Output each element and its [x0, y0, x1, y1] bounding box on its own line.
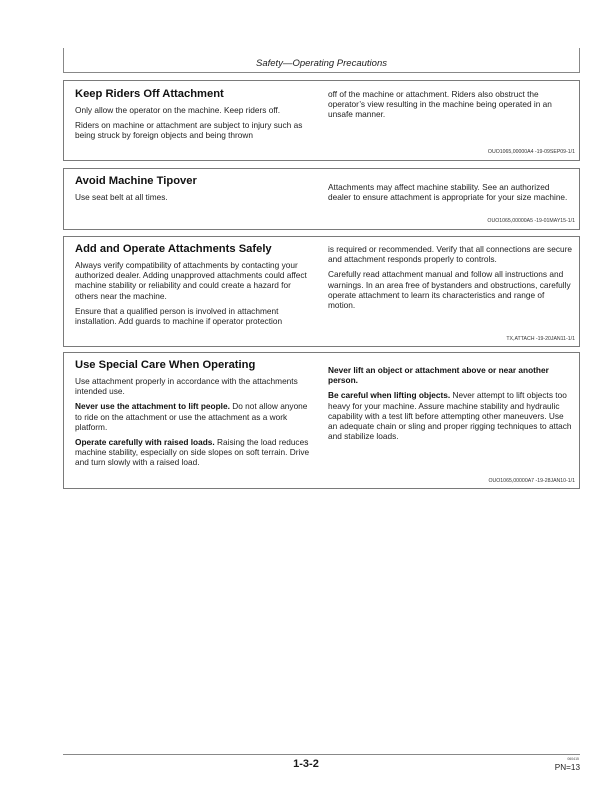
bold-lead: Be careful when lifting objects. [328, 390, 451, 401]
paragraph: off of the machine or attachment. Riders also obstruct the operator’s view resulting in the machine being operated in an unsafe manner. [328, 89, 552, 120]
paragraph: Only allow the operator on the machine. Keep riders off. [75, 105, 281, 115]
reference-code: TX,ATTACH -19-20JAN11-1/1 [506, 336, 575, 342]
paragraph: is required or recommended. Verify that all connections are secure and attachment responds properly to controls. [328, 244, 572, 265]
section-heading: Add and Operate Attachments Safely [75, 243, 272, 255]
section-avoid-tipover [63, 168, 580, 230]
pn-label: PN=13 [554, 763, 580, 772]
section-left-column [75, 243, 315, 331]
section-right-column [328, 182, 572, 207]
bold-lead: Operate carefully with raised loads. [75, 437, 215, 448]
section-keep-riders-off [63, 80, 580, 161]
paragraph: Use attachment properly in accordance with the attachments intended use. [75, 376, 298, 397]
paragraph [75, 437, 315, 468]
reference-code: OUO1065,00000A7 -19-28JAN10-1/1 [488, 478, 575, 484]
section-heading: Avoid Machine Tipover [75, 175, 197, 187]
page-number: 1-3-2 [293, 758, 319, 770]
paragraph-text: Never attempt to lift objects too heavy for your machine. Assure machine stability and hydraulic capability with a test lift before attempting other maneuvers. Use an adequate chain or sling and proper rigging techniques to attach and stabilize loads. [328, 390, 572, 442]
section-right-column [328, 244, 572, 315]
paragraph [75, 401, 315, 432]
section-left-column [75, 359, 315, 473]
running-head: Safety—Operating Precautions [256, 58, 387, 69]
paragraph: Riders on machine or attachment are subject to injury such as being struck by foreign objects and being thrown [75, 120, 303, 141]
section-add-attachments [63, 236, 580, 347]
section-right-column [328, 89, 572, 125]
reference-code: OUO1065,00000A4 -19-09SEP09-1/1 [487, 149, 575, 155]
section-heading: Keep Riders Off Attachment [75, 88, 224, 100]
paragraph: Ensure that a qualified person is involved in attachment installation. Add guards to machine if operator protection [75, 305, 283, 327]
section-special-care [63, 352, 580, 489]
footer-code: 060415 [567, 757, 579, 761]
section-right-column [328, 365, 572, 446]
section-heading: Use Special Care When Operating [75, 359, 256, 371]
section-left-column [75, 175, 315, 207]
paragraph: Always verify compatibility of attachments by contacting your authorized dealer. Adding unapproved attachments could affect machine stability or reliability and could create a hazard for others near the machine. [75, 260, 307, 301]
paragraph: Carefully read attachment manual and follow all instructions and warnings. In an area free of bystanders and obstructions, carefully operate attachment to learn its characteristics and range of motion. [328, 269, 571, 311]
section-left-column [75, 88, 315, 146]
paragraph [328, 365, 572, 385]
paragraph-text: Raising the load reduces machine stability, especially on side slopes on soft terrain. Drive and turn slowly with a raised load. [75, 437, 310, 468]
bold-lead: Never use the attachment to lift people. [75, 401, 230, 412]
bold-lead: Never lift an object or attachment above or near another person. [328, 365, 549, 386]
footer-rule [63, 754, 580, 755]
paragraph: Attachments may affect machine stability. See an authorized dealer to ensure attachment is appropriate for your size machine. [328, 182, 568, 203]
header-rule [63, 72, 580, 73]
paragraph-text: Do not allow anyone to ride on the attachment or use the attachment as a work platform. [75, 401, 308, 432]
paragraph [328, 390, 572, 441]
paragraph: Use seat belt at all times. [75, 192, 168, 202]
reference-code: OUO1065,00000A5 -19-01MAY15-1/1 [487, 218, 575, 224]
